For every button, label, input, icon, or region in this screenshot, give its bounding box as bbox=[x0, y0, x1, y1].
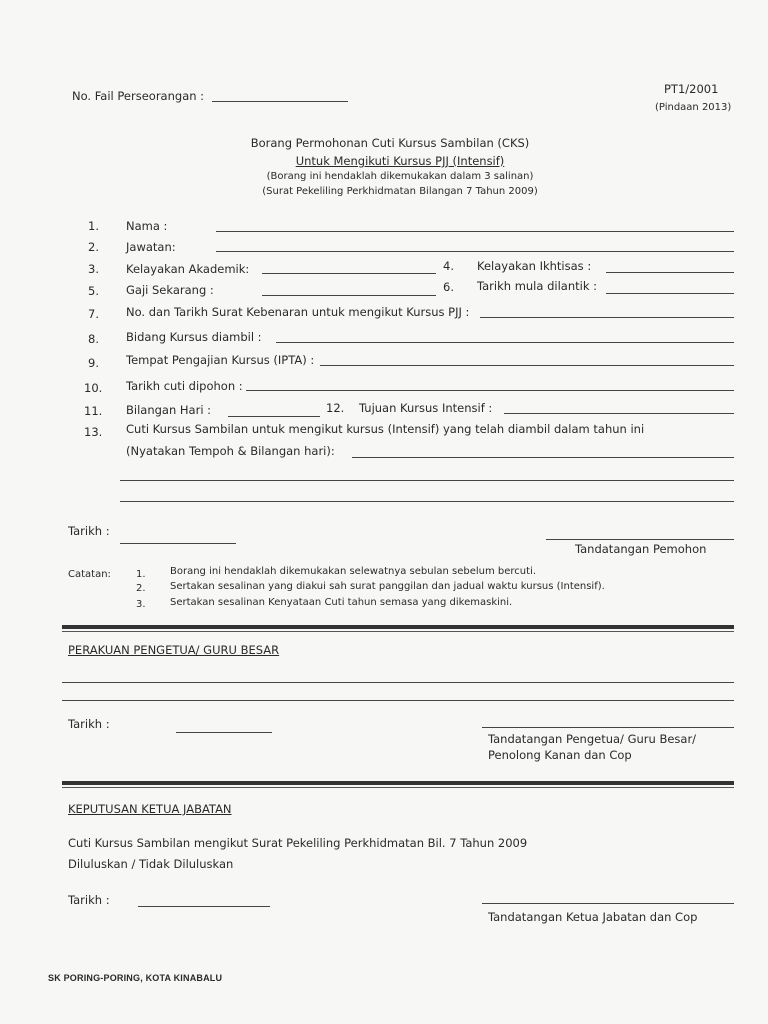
principal-date-label: Tarikh : bbox=[68, 717, 110, 731]
field-num-2: 2. bbox=[88, 240, 99, 254]
head-dept-heading: KEPUTUSAN KETUA JABATAN bbox=[68, 802, 232, 816]
principal-signature-label-1: Tandatangan Pengetua/ Guru Besar/ bbox=[488, 732, 697, 746]
field-label-institution: Tempat Pengajian Kursus (IPTA) : bbox=[126, 353, 315, 367]
field-label-professional: Kelayakan Ikhtisas : bbox=[477, 259, 592, 273]
applicant-signature-line[interactable] bbox=[546, 539, 734, 540]
field-label-previous-leave: Cuti Kursus Sambilan untuk mengikut kursus (Intensif) yang telah diambil dalam tahun ini bbox=[126, 422, 645, 436]
principal-date-input[interactable] bbox=[176, 732, 272, 733]
applicant-date-label: Tarikh : bbox=[68, 524, 110, 538]
field-label-permission: No. dan Tarikh Surat Kebenaran untuk mengikut Kursus PJJ : bbox=[126, 305, 470, 319]
note-num-3: 3. bbox=[136, 599, 146, 610]
section-divider-1 bbox=[62, 625, 734, 629]
field-label-academic: Kelayakan Akademik: bbox=[126, 262, 250, 276]
field-num-13: 13. bbox=[84, 425, 103, 439]
field-num-4: 4. bbox=[443, 259, 454, 273]
field-label-appointment: Tarikh mula dilantik : bbox=[477, 279, 598, 293]
fail-label: No. Fail Perseorangan : bbox=[72, 89, 205, 103]
field-num-1: 1. bbox=[88, 219, 99, 233]
field-num-5: 5. bbox=[88, 284, 99, 298]
field-input-position[interactable] bbox=[216, 251, 734, 252]
field-input-purpose[interactable] bbox=[504, 413, 734, 414]
field-input-leave-date[interactable] bbox=[246, 390, 734, 391]
field-input-days[interactable] bbox=[228, 416, 320, 417]
field-input-permission[interactable] bbox=[480, 317, 734, 318]
form-subtitle: Untuk Mengikuti Kursus PJJ (Intensif) bbox=[295, 154, 505, 168]
form-code: PT1/2001 bbox=[664, 82, 719, 96]
field-input-name[interactable] bbox=[216, 231, 734, 232]
field-label-leave-date: Tarikh cuti dipohon : bbox=[126, 379, 243, 393]
principal-comment-line-2[interactable] bbox=[62, 700, 734, 701]
head-dept-signature-line[interactable] bbox=[482, 903, 734, 904]
note-num-1: 1. bbox=[136, 569, 146, 580]
section-divider-2b bbox=[62, 787, 734, 788]
notes-label: Catatan: bbox=[68, 569, 111, 580]
field-label-purpose: Tujuan Kursus Intensif : bbox=[359, 401, 493, 415]
principal-comment-line-1[interactable] bbox=[62, 682, 734, 683]
principal-signature-line[interactable] bbox=[482, 727, 734, 728]
note-text-3: Sertakan sesalinan Kenyataan Cuti tahun semasa yang dikemaskini. bbox=[170, 597, 513, 608]
note-text-1: Borang ini hendaklah dikemukakan selewatnya sebulan sebelum bercuti. bbox=[170, 566, 537, 577]
field-input-salary[interactable] bbox=[262, 295, 436, 296]
form-note-circular: (Surat Pekeliling Perkhidmatan Bilangan 7 Tahun 2009) bbox=[262, 186, 538, 197]
field-input-appointment[interactable] bbox=[606, 293, 734, 294]
form-title: Borang Permohonan Cuti Kursus Sambilan (CKS) bbox=[250, 136, 530, 150]
field-num-6: 6. bbox=[443, 280, 454, 294]
field-input-professional[interactable] bbox=[606, 272, 734, 273]
field-label-salary: Gaji Sekarang : bbox=[126, 283, 214, 297]
section-divider-2 bbox=[62, 781, 734, 785]
field-input-previous-leave-3[interactable] bbox=[120, 501, 734, 502]
note-text-2: Sertakan sesalinan yang diakui sah surat panggilan dan jadual waktu kursus (Intensif). bbox=[170, 581, 605, 592]
form-note-copies: (Borang ini hendaklah dikemukakan dalam 3 salinan) bbox=[266, 171, 534, 182]
field-input-previous-leave-1[interactable] bbox=[352, 457, 734, 458]
note-num-2: 2. bbox=[136, 583, 146, 594]
field-label-position: Jawatan: bbox=[126, 240, 176, 254]
section-divider-1b bbox=[62, 631, 734, 632]
form-revision: (Pindaan 2013) bbox=[655, 102, 732, 113]
field-input-academic[interactable] bbox=[262, 273, 436, 274]
head-dept-date-input[interactable] bbox=[138, 906, 270, 907]
field-label-previous-leave-sub: (Nyatakan Tempoh & Bilangan hari): bbox=[126, 444, 335, 458]
head-dept-circular-text: Cuti Kursus Sambilan mengikut Surat Pekeliling Perkhidmatan Bil. 7 Tahun 2009 bbox=[68, 836, 528, 850]
field-label-course-field: Bidang Kursus diambil : bbox=[126, 330, 262, 344]
field-input-institution[interactable] bbox=[320, 365, 734, 366]
field-num-3: 3. bbox=[88, 262, 99, 276]
head-dept-signature-label: Tandatangan Ketua Jabatan dan Cop bbox=[488, 910, 698, 924]
fail-input-line[interactable] bbox=[212, 101, 348, 102]
head-dept-decision-text: Diluluskan / Tidak Diluluskan bbox=[68, 857, 234, 871]
field-num-12: 12. bbox=[326, 401, 345, 415]
field-num-10: 10. bbox=[84, 381, 103, 395]
footer-school: SK PORING-PORING, KOTA KINABALU bbox=[48, 973, 223, 983]
field-num-8: 8. bbox=[88, 332, 99, 346]
field-num-7: 7. bbox=[88, 307, 99, 321]
field-label-name: Nama : bbox=[126, 219, 168, 233]
field-num-9: 9. bbox=[88, 356, 99, 370]
principal-heading: PERAKUAN PENGETUA/ GURU BESAR bbox=[68, 643, 280, 657]
applicant-signature-label: Tandatangan Pemohon bbox=[575, 542, 707, 556]
head-dept-date-label: Tarikh : bbox=[68, 893, 110, 907]
field-input-course-field[interactable] bbox=[276, 342, 734, 343]
field-input-previous-leave-2[interactable] bbox=[120, 480, 734, 481]
field-label-days: Bilangan Hari : bbox=[126, 403, 212, 417]
field-num-11: 11. bbox=[84, 404, 103, 418]
principal-signature-label-2: Penolong Kanan dan Cop bbox=[488, 748, 632, 762]
applicant-date-input[interactable] bbox=[120, 543, 236, 544]
